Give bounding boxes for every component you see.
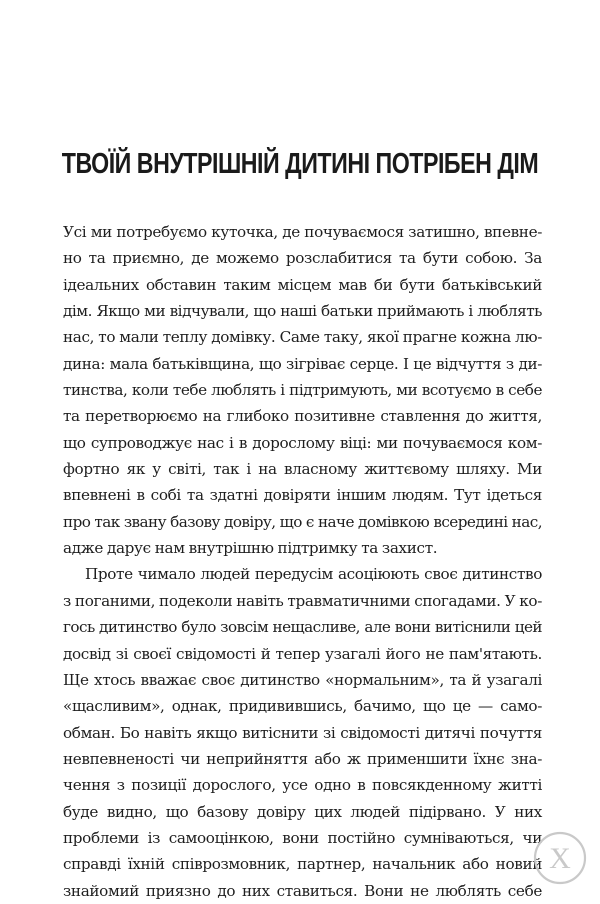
text-line: дім. Якщо ми відчували, що наші батьки приймають і люблять — [63, 302, 542, 321]
text-line: проблеми із самооцінкою, вони постійно сумніваються, чи — [63, 828, 542, 847]
text-line: Ще хтось вважає своє дитинство «нормальним», та й узагалі — [63, 670, 542, 689]
text-line: тинства, коли тебе люблять і підтримують, ми всотуємо в себе — [63, 381, 542, 400]
text-line: досвід зі своєї свідомості й тепер узагалі його не пам'ятають. — [63, 644, 542, 663]
body-text — [63, 219, 542, 904]
text-line: Проте чимало людей передусім асоціюють своє дитинство — [85, 565, 542, 584]
text-line: Усі ми потребуємо куточка, де почуваємося затишно, впевне- — [63, 223, 542, 241]
text-line: впевнені в собі та здатні довіряти іншим людям. Тут ідеться — [63, 486, 542, 505]
text-line: гось дитинство було зовсім нещасливе, але вони витіснили цей — [63, 618, 542, 637]
text-line: знайомий приязно до них ставиться. Вони не люблять себе — [63, 881, 542, 900]
text-line: що супроводжує нас і в дорослому віці: ми почуваємося ком- — [63, 433, 542, 452]
text-line: адже дарує нам внутрішню підтримку та захист. — [63, 539, 438, 558]
text-line: невпевненості чи неприйняття або ж применшити їхнє зна- — [63, 749, 542, 768]
publisher-watermark-logo — [532, 830, 588, 886]
chapter-title: ТВОЇЙ ВНУТРІШНІЙ ДИТИНІ ПОТРІБЕН ДІМ — [61, 148, 539, 180]
text-line: дина: мала батьківщина, що зігріває серце. І це відчуття з ди- — [63, 354, 542, 373]
text-line: та перетворюємо на глибоко позитивне ставлення до життя, — [63, 407, 542, 426]
text-line: буде видно, що базову довіру цих людей підірвано. У них — [63, 802, 542, 821]
text-line: но та приємно, де можемо розслабитися та бути собою. За — [63, 249, 542, 268]
watermark-glyph: Х — [549, 842, 571, 875]
text-line: про так звану базову довіру, що є наче домівкою всередині нас, — [63, 512, 542, 531]
text-line: фортно як у світі, так і на власному життєвому шляху. Ми — [63, 460, 542, 479]
text-line: нас, то мали теплу домівку. Саме таку, якої прагне кожна лю- — [63, 328, 542, 347]
text-line: обман. Бо навіть якщо витіснити зі свідомості дитячі почуття — [63, 723, 542, 742]
text-line: справді їхній співрозмовник, партнер, начальник або новий — [63, 855, 542, 874]
text-line: ідеальних обставин таким місцем мав би бути батьківський — [63, 275, 542, 294]
text-line: чення з позиції дорослого, усе одно в повсякденному житті — [63, 776, 542, 795]
text-line: «щасливим», однак, придивившись, бачимо, що це — само- — [63, 697, 542, 716]
text-line: з поганими, подеколи навіть травматичними спогадами. У ко- — [63, 591, 542, 610]
